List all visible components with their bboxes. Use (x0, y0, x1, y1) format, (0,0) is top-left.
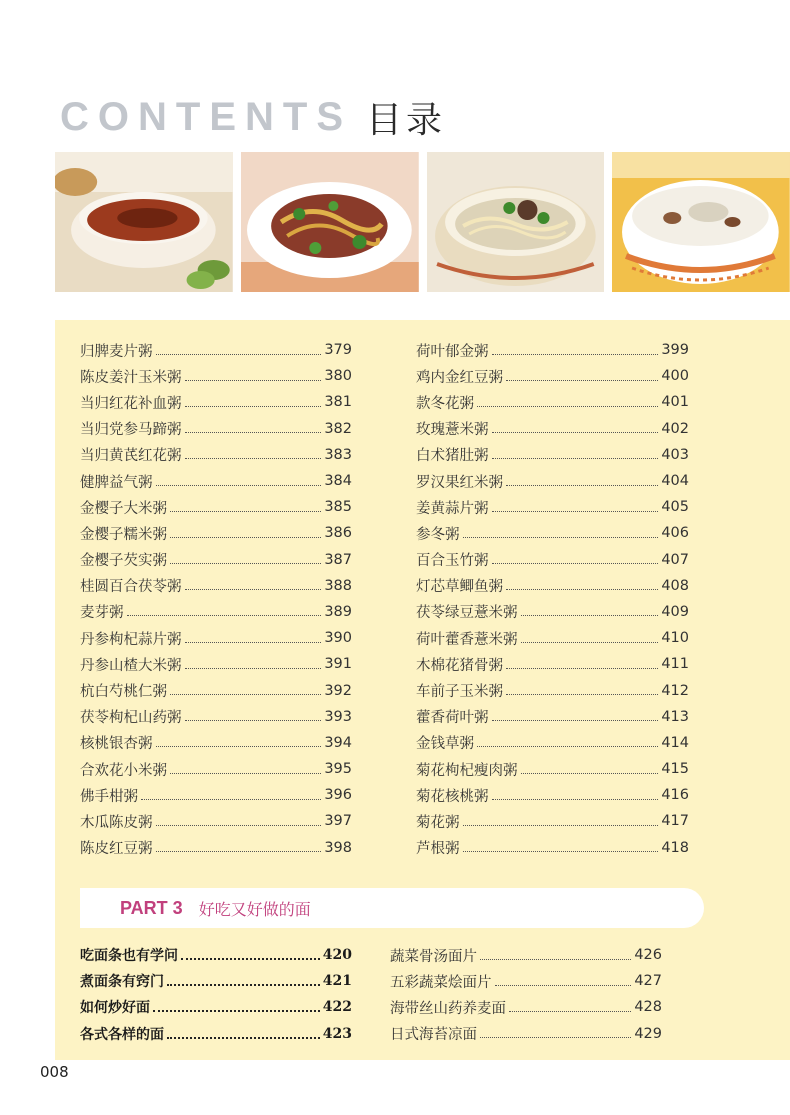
dot-leader (170, 537, 321, 538)
toc-entry[interactable] (80, 337, 352, 363)
dot-leader (141, 799, 321, 800)
toc-entry-title: 金樱子糯米粥 (80, 526, 167, 543)
toc-entry-page: 401 (661, 394, 689, 411)
dot-leader (185, 668, 322, 669)
part-title: 好吃又好做的面 (198, 899, 311, 919)
toc-entry-title: 健脾益气粥 (80, 474, 153, 491)
part-heading[interactable] (80, 888, 704, 928)
dot-leader (521, 773, 659, 774)
toc-entry-page: 393 (324, 708, 352, 725)
dot-leader (167, 984, 320, 986)
dot-leader (156, 825, 322, 826)
bowl-of-red-porridge-icon (55, 152, 233, 292)
dot-leader (506, 485, 658, 486)
toc-entry-title: 百合玉竹粥 (416, 553, 489, 570)
dot-leader (156, 485, 322, 486)
toc-entry-title: 当归黄芪红花粥 (80, 448, 182, 465)
toc-entry-title: 荷叶藿香薏米粥 (416, 631, 518, 648)
dot-leader (127, 615, 322, 616)
section-entry-title: 煮面条有窍门 (80, 974, 164, 991)
toc-entry[interactable] (80, 416, 352, 442)
toc-entry-title: 鸡内金红豆粥 (416, 369, 503, 386)
toc-entry[interactable] (416, 677, 689, 703)
toc-entry[interactable] (416, 599, 689, 625)
dot-leader (506, 589, 658, 590)
toc-entry-page: 417 (661, 813, 689, 830)
toc-entry-title: 海带丝山药养麦面 (390, 1000, 506, 1017)
toc-entry[interactable] (416, 756, 689, 782)
toc-entry-page: 410 (661, 630, 689, 647)
toc-entry-title: 菊花核桃粥 (416, 788, 489, 805)
toc-entry-title: 木瓜陈皮粥 (80, 814, 153, 831)
dot-leader (492, 432, 659, 433)
section-entry-title: 各式各样的面 (80, 1026, 164, 1043)
toc-entry[interactable] (390, 1021, 662, 1047)
toc-entry-page: 398 (324, 839, 352, 856)
toc-entry-title: 白术猪肚粥 (416, 448, 489, 465)
toc-entry-page: 416 (661, 787, 689, 804)
toc-entry-title: 蔬菜骨汤面片 (390, 948, 477, 965)
title-chinese: 目录 (366, 99, 447, 141)
toc-column-left (80, 337, 352, 861)
toc-entry[interactable] (80, 520, 352, 546)
dot-leader (506, 668, 658, 669)
toc-entry[interactable] (80, 808, 352, 834)
toc-entry[interactable] (416, 573, 689, 599)
section-entry-page: 423 (322, 1025, 352, 1042)
toc-entry-title: 木棉花猪骨粥 (416, 657, 503, 674)
toc-entry[interactable] (416, 730, 689, 756)
toc-entry-page: 427 (634, 973, 662, 990)
toc-entry[interactable] (80, 730, 352, 756)
toc-entry-page: 409 (661, 603, 689, 620)
dot-leader (521, 615, 659, 616)
toc-entry[interactable] (416, 520, 689, 546)
toc-entry-page: 399 (661, 342, 689, 359)
toc-entry[interactable] (416, 835, 689, 861)
toc-entry-title: 款冬花粥 (416, 395, 474, 412)
toc-entry[interactable] (390, 942, 662, 968)
dot-leader (506, 694, 658, 695)
toc-entry[interactable] (416, 625, 689, 651)
toc-entry-title: 丹参山楂大米粥 (80, 657, 182, 674)
dot-leader (492, 563, 659, 564)
toc-entry-page: 389 (324, 603, 352, 620)
toc-entry[interactable] (80, 442, 352, 468)
toc-entry-title: 菊花枸杞瘦肉粥 (416, 762, 518, 779)
toc-entry-title: 姜黄蒜片粥 (416, 500, 489, 517)
toc-entry-title: 日式海苔凉面 (390, 1027, 477, 1044)
toc-entry-title: 灯芯草鲫鱼粥 (416, 579, 503, 596)
toc-entry-title: 芦根粥 (416, 841, 460, 858)
toc-entry-page: 382 (324, 420, 352, 437)
dot-leader (185, 642, 322, 643)
toc-entry-page: 384 (324, 473, 352, 490)
toc-entry-page: 426 (634, 947, 662, 964)
toc-entry[interactable] (416, 468, 689, 494)
dot-leader (506, 380, 658, 381)
part-label: PART 3 (120, 897, 183, 918)
toc-entry-title: 陈皮红豆粥 (80, 841, 153, 858)
toc-entry-page: 380 (324, 368, 352, 385)
toc-entry-title: 荷叶郁金粥 (416, 343, 489, 360)
toc-entry-page: 428 (634, 999, 662, 1016)
toc-entry-title: 丹参枸杞蒜片粥 (80, 631, 182, 648)
dot-leader (185, 380, 322, 381)
toc-entry-page: 406 (661, 525, 689, 542)
dot-leader (170, 563, 321, 564)
section-entry-page: 420 (322, 947, 352, 964)
section-entry-title: 吃面条也有学问 (80, 948, 178, 965)
toc-entry[interactable] (80, 782, 352, 808)
section-entry[interactable] (80, 968, 352, 994)
section-entry-title: 如何炒好面 (80, 1000, 150, 1017)
dot-leader (185, 589, 322, 590)
toc-entry[interactable] (416, 547, 689, 573)
toc-entry-title: 桂圆百合茯苓粥 (80, 579, 182, 596)
dot-leader (492, 511, 659, 512)
toc-entry[interactable] (80, 835, 352, 861)
dot-leader (480, 1037, 631, 1038)
toc-entry-page: 413 (661, 708, 689, 725)
toc-entry[interactable] (390, 994, 662, 1020)
toc-entry-page: 385 (324, 499, 352, 516)
page-title (60, 92, 446, 142)
toc-entry[interactable] (80, 363, 352, 389)
toc-entry[interactable] (416, 651, 689, 677)
dot-leader (156, 354, 322, 355)
bowl-of-noodle-soup-icon (427, 152, 605, 292)
toc-entry[interactable] (80, 468, 352, 494)
toc-entry[interactable] (416, 337, 689, 363)
toc-entry[interactable] (416, 389, 689, 415)
toc-entry-page: 407 (661, 551, 689, 568)
dot-leader (463, 537, 659, 538)
toc-entry-title: 当归党参马蹄粥 (80, 422, 182, 439)
section-entry[interactable] (80, 942, 352, 968)
toc-entry-title: 藿香荷叶粥 (416, 710, 489, 727)
toc-entry-page: 403 (661, 446, 689, 463)
toc-entry-title: 归脾麦片粥 (80, 343, 153, 360)
toc-entry-title: 菊花粥 (416, 814, 460, 831)
toc-entry-page: 412 (661, 682, 689, 699)
dot-leader (181, 958, 320, 960)
dot-leader (167, 1037, 320, 1039)
toc-entry[interactable] (416, 363, 689, 389)
dot-leader (170, 773, 321, 774)
toc-entry-page: 396 (324, 787, 352, 804)
dot-leader (480, 959, 631, 960)
toc-entry-title: 玫瑰薏米粥 (416, 422, 489, 439)
dot-leader (463, 851, 659, 852)
dot-leader (463, 825, 659, 826)
dot-leader (495, 985, 632, 986)
toc-entry-title: 合欢花小米粥 (80, 762, 167, 779)
photo-strip (55, 152, 790, 292)
dot-leader (156, 851, 322, 852)
toc-entry-title: 罗汉果红米粥 (416, 474, 503, 491)
page-number: 008 (40, 1063, 69, 1081)
dot-leader (509, 1011, 631, 1012)
dot-leader (492, 458, 659, 459)
toc-entry-page: 390 (324, 630, 352, 647)
toc-entry[interactable] (416, 782, 689, 808)
toc-entry-page: 388 (324, 577, 352, 594)
dot-leader (492, 354, 659, 355)
toc-entry-page: 429 (634, 1025, 662, 1042)
toc-entry-title: 佛手柑粥 (80, 788, 138, 805)
toc-entry-title: 金钱草粥 (416, 736, 474, 753)
toc-entry-title: 茯苓枸杞山药粥 (80, 710, 182, 727)
toc-entry-page: 381 (324, 394, 352, 411)
toc-entry-page: 394 (324, 734, 352, 751)
dot-leader (477, 406, 658, 407)
toc-entry[interactable] (390, 968, 662, 994)
toc-entry[interactable] (80, 625, 352, 651)
dot-leader (185, 458, 322, 459)
toc-entry-page: 386 (324, 525, 352, 542)
toc-entry[interactable] (416, 808, 689, 834)
toc-entry[interactable] (80, 573, 352, 599)
dot-leader (185, 406, 322, 407)
section-column-right (390, 942, 662, 1047)
toc-entry-page: 404 (661, 473, 689, 490)
section-entry[interactable] (80, 1021, 352, 1047)
toc-entry-title: 麦芽粥 (80, 605, 124, 622)
toc-entry[interactable] (80, 494, 352, 520)
toc-entry-page: 397 (324, 813, 352, 830)
dot-leader (492, 720, 659, 721)
toc-entry[interactable] (80, 547, 352, 573)
toc-entry-page: 387 (324, 551, 352, 568)
dot-leader (477, 746, 658, 747)
toc-entry[interactable] (80, 704, 352, 730)
toc-entry-title: 陈皮姜汁玉米粥 (80, 369, 182, 386)
toc-entry[interactable] (416, 442, 689, 468)
toc-entry-title: 核桃银杏粥 (80, 736, 153, 753)
toc-entry-page: 400 (661, 368, 689, 385)
toc-entry-page: 415 (661, 761, 689, 778)
toc-entry-page: 414 (661, 734, 689, 751)
toc-entry-title: 车前子玉米粥 (416, 684, 503, 701)
toc-entry-page: 392 (324, 682, 352, 699)
toc-entry[interactable] (80, 599, 352, 625)
toc-column-right (416, 337, 689, 861)
dot-leader (170, 694, 321, 695)
dot-leader (170, 511, 321, 512)
toc-entry-title: 金樱子芡实粥 (80, 553, 167, 570)
toc-entry[interactable] (416, 704, 689, 730)
toc-entry-page: 405 (661, 499, 689, 516)
toc-entry-title: 当归红花补血粥 (80, 395, 182, 412)
toc-entry[interactable] (80, 389, 352, 415)
toc-entry[interactable] (80, 651, 352, 677)
section-column-left (80, 942, 352, 1047)
toc-entry-page: 383 (324, 446, 352, 463)
title-english: CONTENTS (60, 94, 352, 139)
toc-entry-page: 391 (324, 656, 352, 673)
dot-leader (153, 1010, 320, 1012)
dot-leader (492, 799, 659, 800)
toc-entry-page: 402 (661, 420, 689, 437)
toc-entry-title: 参冬粥 (416, 526, 460, 543)
toc-entry[interactable] (416, 494, 689, 520)
bowl-of-white-congee-icon (612, 152, 790, 292)
toc-entry[interactable] (80, 677, 352, 703)
section-entry-page: 422 (322, 999, 352, 1016)
toc-entry-page: 411 (661, 656, 689, 673)
toc-entry-page: 418 (661, 839, 689, 856)
toc-entry-title: 五彩蔬菜烩面片 (390, 974, 492, 991)
toc-entry-page: 395 (324, 761, 352, 778)
dot-leader (521, 642, 659, 643)
toc-entry-page: 379 (324, 342, 352, 359)
dot-leader (185, 720, 322, 721)
section-entry-page: 421 (322, 973, 352, 990)
toc-entry-page: 408 (661, 577, 689, 594)
plate-of-fried-noodles-icon (241, 152, 419, 292)
section-entry[interactable] (80, 994, 352, 1020)
toc-entry-title: 金樱子大米粥 (80, 500, 167, 517)
dot-leader (185, 432, 322, 433)
toc-entry[interactable] (80, 756, 352, 782)
toc-entry-title: 茯苓绿豆薏米粥 (416, 605, 518, 622)
toc-entry[interactable] (416, 416, 689, 442)
dot-leader (156, 746, 322, 747)
toc-entry-title: 杭白芍桃仁粥 (80, 684, 167, 701)
